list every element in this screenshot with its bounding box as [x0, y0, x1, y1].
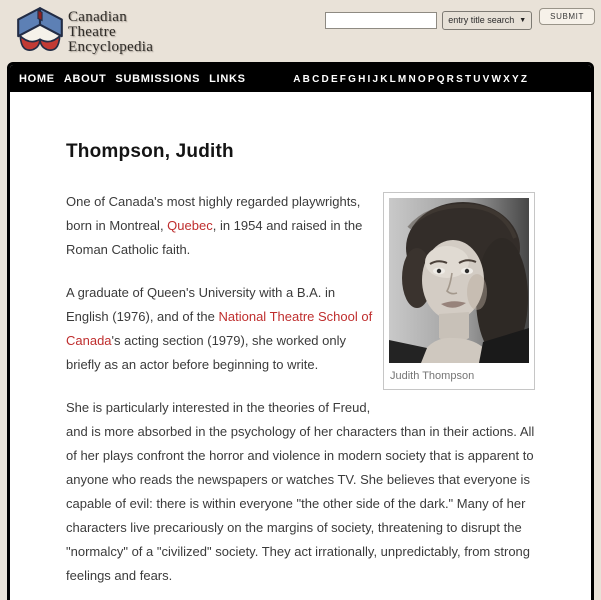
alphabet-letter-s[interactable]: S: [456, 74, 463, 85]
alphabet-letter-w[interactable]: W: [491, 74, 501, 85]
article-paragraph: A graduate of Queen's University with a B.A. in English (1976), and of the National Theatre School of Canada's acting section (1979), she worked only briefly as an actor before beginning to write.: [66, 285, 373, 372]
alphabet-letter-k[interactable]: K: [380, 74, 388, 85]
alphabet-letter-b[interactable]: B: [302, 74, 310, 85]
alphabet-letter-p[interactable]: P: [427, 74, 435, 85]
alphabet-letter-i[interactable]: I: [367, 74, 371, 85]
alphabet-letter-a[interactable]: A: [293, 74, 301, 85]
alphabet-links: [291, 69, 527, 87]
main-container: [7, 62, 594, 600]
alphabet-letter-h[interactable]: H: [358, 74, 366, 85]
article-body: [66, 190, 535, 588]
search-input[interactable]: [325, 12, 437, 29]
alphabet-letter-l[interactable]: L: [389, 74, 396, 85]
site-title-line: Encyclopedia: [68, 39, 154, 55]
portrait-photo-image: [389, 198, 529, 363]
article-paragraph: She is particularly interested in the theories of Freud, and is more absorbed in the psychology of her characters than in their actions. All of her plays confront the horror and violence in modern society that is apparent to anyone who reads the newspapers or watches TV. She believes that everyone is capable of evil: there is within everyone "the other side of the dark." Many of her characters live precariously on the margins of society, threatening to disrupt the "normalcy" of a "civilized" society. They act irrationally, unpredictably, from strong feelings and fears.: [66, 400, 535, 583]
book-logo-icon[interactable]: [13, 6, 67, 58]
nav-links: [19, 69, 255, 87]
article-content: [10, 92, 591, 600]
alphabet-letter-m[interactable]: M: [397, 74, 407, 85]
portrait-caption: Judith Thompson: [390, 370, 475, 382]
alphabet-letter-v[interactable]: V: [482, 74, 490, 85]
alphabet-letter-d[interactable]: D: [321, 74, 329, 85]
alphabet-letter-c[interactable]: C: [312, 74, 320, 85]
alphabet-letter-n[interactable]: N: [408, 74, 416, 85]
alphabet-letter-x[interactable]: X: [503, 74, 510, 85]
search-bar: [325, 6, 595, 30]
site-title-line: Canadian: [68, 9, 128, 25]
search-type-dropdown[interactable]: [442, 11, 532, 30]
navbar: [10, 65, 591, 92]
nav-item-about[interactable]: ABOUT: [63, 73, 107, 85]
alphabet-letter-o[interactable]: O: [417, 74, 426, 85]
dropdown-arrow-icon: ▼: [519, 17, 527, 24]
article-paragraph: One of Canada's most highly regarded playwrights, born in Montreal, Quebec, in 1954 and raised in the Roman Catholic faith.: [66, 194, 363, 257]
alphabet-letter-t[interactable]: T: [464, 74, 472, 85]
alphabet-letter-j[interactable]: J: [372, 74, 379, 85]
page-header: [0, 0, 601, 62]
search-submit-button[interactable]: SUBMIT: [539, 8, 595, 25]
alphabet-letter-g[interactable]: G: [348, 74, 356, 85]
nav-item-home[interactable]: HOME: [19, 73, 55, 85]
entry-link[interactable]: Quebec: [167, 218, 213, 233]
site-title-line: Theatre: [68, 24, 116, 40]
nav-item-links[interactable]: LINKS: [209, 73, 246, 85]
entry-link[interactable]: National Theatre School of Canada: [66, 309, 373, 348]
alphabet-letter-f[interactable]: F: [339, 74, 346, 85]
alphabet-letter-e[interactable]: E: [330, 74, 338, 85]
alphabet-letter-r[interactable]: R: [446, 74, 454, 85]
nav-item-submissions[interactable]: SUBMISSIONS: [115, 73, 201, 85]
alphabet-letter-u[interactable]: U: [473, 74, 481, 85]
entry-title: Thompson, Judith: [66, 141, 234, 162]
alphabet-letter-z[interactable]: Z: [520, 74, 527, 85]
search-type-value: entry title search: [448, 15, 515, 25]
portrait-figure: [383, 192, 535, 390]
alphabet-letter-q[interactable]: Q: [436, 74, 445, 85]
alphabet-letter-y[interactable]: Y: [512, 74, 519, 85]
site-title[interactable]: [68, 10, 153, 55]
